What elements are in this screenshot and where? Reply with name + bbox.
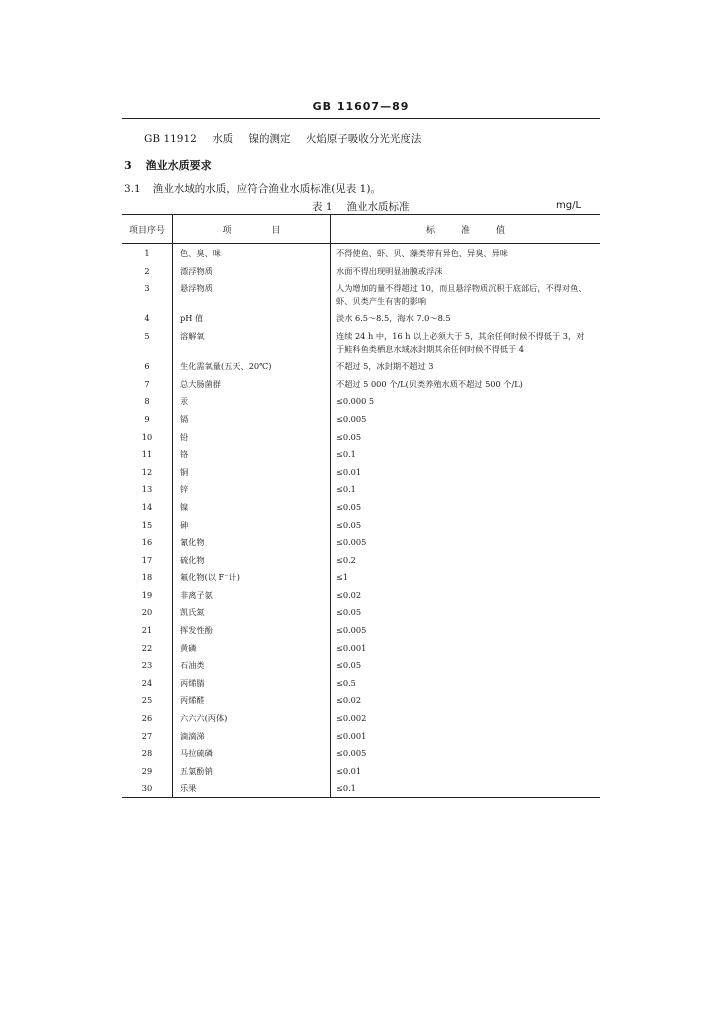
table-row [122, 445, 600, 463]
row-item: 色、臭、味 [173, 244, 331, 262]
row-item: 马拉硫磷 [173, 744, 331, 762]
row-item: 镉 [173, 410, 331, 428]
row-standard-value: 人为增加的量不得超过 10，而且悬浮物质沉积于底部后，不得对鱼、虾、贝类产生有害的影响 [336, 283, 587, 306]
header-standard-value: 标准值 [331, 215, 601, 244]
table-row [122, 674, 600, 692]
row-item: 硫化物 [173, 551, 331, 569]
clause-number: 3.1 [124, 183, 141, 195]
row-number: 5 [122, 327, 173, 357]
clause-text: 渔业水域的水质，应符合渔业水质标准(见表 1)。 [152, 183, 381, 195]
row-item: 铜 [173, 463, 331, 481]
table-row [122, 309, 600, 327]
section-title: 渔业水质要求 [145, 159, 212, 172]
table-row [122, 639, 600, 657]
table-row [122, 621, 600, 639]
row-number: 4 [122, 309, 173, 327]
row-standard-value: ≤0.001 [336, 642, 367, 653]
table-row [122, 410, 600, 428]
table-body [122, 244, 600, 798]
row-item: 凯氏氮 [173, 603, 331, 621]
row-standard-value: ≤0.1 [336, 783, 356, 794]
table-row [122, 709, 600, 727]
reference-part-3: 火焰原子吸收分光光度法 [305, 133, 422, 145]
row-item: 铬 [173, 445, 331, 463]
table-row [122, 327, 600, 357]
table-row [122, 244, 600, 262]
row-number: 17 [122, 551, 173, 569]
row-number: 3 [122, 279, 173, 309]
table-row [122, 516, 600, 534]
clause-3-1 [124, 181, 381, 196]
row-standard-value: 水面不得出现明显油膜或浮沫 [336, 265, 443, 276]
row-item: 乐果 [173, 779, 331, 797]
row-standard-value: ≤0.01 [336, 466, 362, 477]
row-item: 氰化物 [173, 533, 331, 551]
row-item: 溶解氧 [173, 327, 331, 357]
row-standard-value: 连续 24 h 中，16 h 以上必须大于 5，其余任何时候不得低于 3，对于鲑科鱼类栖息水域冰封期其余任何时候不得低于 4 [336, 330, 585, 354]
row-standard-value: 不得使鱼、虾、贝、藻类带有异色、异臭、异味 [336, 248, 508, 258]
row-standard-value: ≤0.005 [336, 625, 367, 636]
header-item-number: 项目序号 [122, 215, 173, 244]
row-number: 7 [122, 375, 173, 393]
row-item: 汞 [173, 392, 331, 410]
row-number: 11 [122, 445, 173, 463]
table-row [122, 656, 600, 674]
row-item: 六六六(丙体) [173, 709, 331, 727]
row-standard-value: ≤0.002 [336, 713, 367, 724]
row-item: 石油类 [173, 656, 331, 674]
row-standard-value: ≤0.02 [336, 695, 362, 706]
row-item: 黄磷 [173, 639, 331, 657]
row-standard-value: ≤0.1 [336, 449, 356, 460]
row-standard-value: 不超过 5，冰封期不超过 3 [336, 361, 434, 372]
row-standard-value: 不超过 5 000 个/L(贝类养殖水质不超过 500 个/L) [336, 378, 523, 389]
row-standard-value: ≤0.01 [336, 765, 362, 776]
row-number: 8 [122, 392, 173, 410]
table-row [122, 262, 600, 280]
header-rule [122, 118, 600, 119]
row-standard-value: ≤0.005 [336, 748, 367, 759]
reference-standard-line [144, 131, 433, 146]
table-row [122, 533, 600, 551]
reference-part-2: 镍的测定 [248, 133, 291, 145]
row-standard-value: ≤0.05 [336, 519, 362, 530]
row-item: pH 值 [173, 309, 331, 327]
table-row [122, 779, 600, 797]
table-caption-title: 渔业水质标准 [346, 201, 410, 213]
header-item: 项目 [173, 215, 331, 244]
table-row [122, 762, 600, 780]
row-standard-value: ≤0.005 [336, 413, 367, 424]
table-row [122, 568, 600, 586]
table-row [122, 744, 600, 762]
table-caption-number: 表 1 [312, 201, 333, 213]
table-row [122, 603, 600, 621]
row-item: 锌 [173, 480, 331, 498]
row-item: 氟化物(以 F⁻计) [173, 568, 331, 586]
table-unit: mg/L [556, 200, 582, 211]
table-row [122, 727, 600, 745]
reference-code: GB 11912 [144, 133, 197, 145]
row-number: 29 [122, 762, 173, 780]
table-caption [312, 199, 410, 214]
row-number: 22 [122, 639, 173, 657]
row-item: 总大肠菌群 [173, 375, 331, 393]
row-number: 9 [122, 410, 173, 428]
row-number: 26 [122, 709, 173, 727]
row-number: 24 [122, 674, 173, 692]
table-row [122, 463, 600, 481]
water-quality-standard-table [122, 214, 600, 798]
table-row [122, 375, 600, 393]
row-item: 挥发性酚 [173, 621, 331, 639]
row-number: 30 [122, 779, 173, 797]
table-row [122, 392, 600, 410]
row-item: 丙烯腈 [173, 674, 331, 692]
row-number: 27 [122, 727, 173, 745]
row-number: 10 [122, 428, 173, 446]
table-header-row [122, 215, 600, 244]
row-number: 15 [122, 516, 173, 534]
row-item: 非离子氨 [173, 586, 331, 604]
table-row [122, 498, 600, 516]
row-item: 悬浮物质 [173, 279, 331, 309]
row-standard-value: ≤0.05 [336, 501, 362, 512]
row-number: 6 [122, 357, 173, 375]
row-number: 1 [122, 244, 173, 262]
row-standard-value: ≤1 [336, 572, 349, 583]
table-row [122, 357, 600, 375]
table-row [122, 428, 600, 446]
row-number: 2 [122, 262, 173, 280]
row-standard-value: ≤0.05 [336, 431, 362, 442]
row-standard-value: ≤0.05 [336, 660, 362, 671]
row-item: 铅 [173, 428, 331, 446]
row-number: 25 [122, 691, 173, 709]
row-number: 20 [122, 603, 173, 621]
section-number: 3 [124, 159, 132, 172]
row-item: 滴滴涕 [173, 727, 331, 745]
row-standard-value: ≤0.000 5 [336, 396, 375, 407]
row-standard-value: 淡水 6.5～8.5，海水 7.0～8.5 [336, 313, 451, 324]
row-standard-value: ≤0.2 [336, 554, 356, 565]
row-standard-value: ≤0.05 [336, 607, 362, 618]
table-row [122, 480, 600, 498]
standard-number-header: GB 11607—89 [312, 100, 410, 113]
row-number: 18 [122, 568, 173, 586]
row-item: 砷 [173, 516, 331, 534]
table-row [122, 586, 600, 604]
section-heading [124, 157, 212, 173]
row-number: 14 [122, 498, 173, 516]
reference-part-1: 水质 [212, 133, 234, 145]
row-item: 丙烯醛 [173, 691, 331, 709]
row-standard-value: ≤0.5 [336, 677, 356, 688]
row-number: 23 [122, 656, 173, 674]
row-standard-value: ≤0.02 [336, 589, 362, 600]
row-number: 13 [122, 480, 173, 498]
table-row [122, 691, 600, 709]
row-number: 16 [122, 533, 173, 551]
row-item: 五氯酚钠 [173, 762, 331, 780]
row-standard-value: ≤0.1 [336, 484, 356, 495]
row-standard-value: ≤0.005 [336, 537, 367, 548]
row-number: 19 [122, 586, 173, 604]
row-item: 镍 [173, 498, 331, 516]
row-item: 漂浮物质 [173, 262, 331, 280]
table-row [122, 551, 600, 569]
row-number: 21 [122, 621, 173, 639]
row-number: 12 [122, 463, 173, 481]
table-row [122, 279, 600, 309]
row-item: 生化需氧量(五天、20℃) [173, 357, 331, 375]
row-number: 28 [122, 744, 173, 762]
row-standard-value: ≤0.001 [336, 730, 367, 741]
